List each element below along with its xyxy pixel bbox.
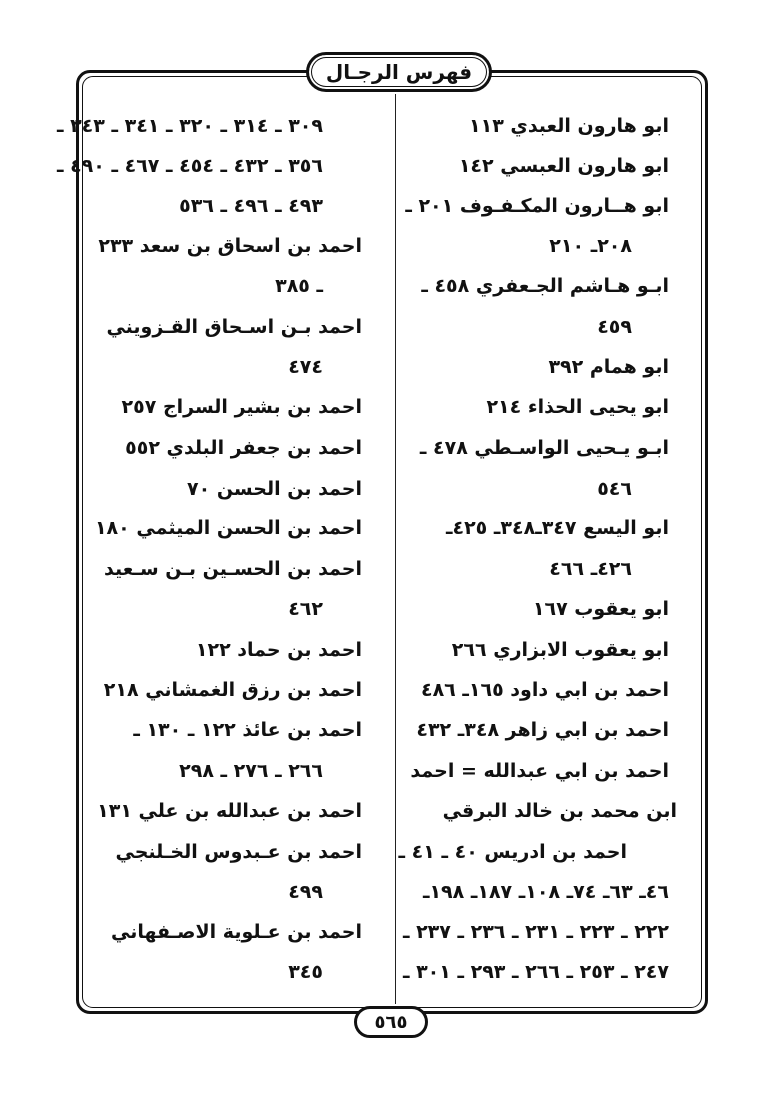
index-line: احمد بن عائذ ١٢٢ ـ ١٣٠ ـ — [133, 719, 362, 741]
index-line: ابو يعقوب الابزاري ٢٦٦ — [451, 639, 669, 661]
column-divider — [395, 94, 396, 1004]
index-line-continued: ٢٦٦ ـ ٢٧٦ ـ ٢٩٨ — [179, 760, 323, 782]
index-line-continued: ٤٩٣ ـ ٤٩٦ ـ ٥٣٦ — [179, 195, 323, 217]
index-line-continued: ٣٠٩ ـ ٣١٤ ـ ٣٢٠ ـ ٣٤١ ـ ٣٤٣ ـ — [56, 115, 323, 137]
index-line-continued: ـ ٣٨٥ — [275, 275, 323, 297]
index-line: ابو همام ٣٩٢ — [548, 356, 669, 378]
index-line: ابو هارون العبدي ١١٣ — [469, 115, 669, 137]
index-line-continued: ٤٢٦ـ ٤٦٦ — [549, 558, 632, 580]
index-line: ابـو يـحيى الواسـطي ٤٧٨ ـ — [419, 437, 669, 459]
index-line: ٤٦ـ ٦٣ـ ٧٤ـ ١٠٨ـ ١٨٧ـ ١٩٨ـ — [422, 881, 669, 903]
index-line: احمد بن ابي داود ١٦٥ـ ٤٨٦ — [420, 679, 669, 701]
index-line: احمد بن الحسن ٧٠ — [187, 478, 362, 500]
index-line: احمد بن حماد ١٢٢ — [195, 639, 362, 661]
index-line-continued: ٤٥٩ — [597, 316, 632, 338]
index-line: ابو اليسع ٣٤٧ـ٣٤٨ـ ٤٢٥ـ — [445, 517, 669, 539]
index-line: ابو يحيى الحذاء ٢١٤ — [486, 396, 669, 418]
index-line: احمد بن رزق الغمشاني ٢١٨ — [103, 679, 362, 701]
index-line: احمد بن جعفر البلدي ٥٥٢ — [125, 437, 362, 459]
index-line: احمد بن ادريس ٤٠ ـ ٤١ ـ — [398, 841, 627, 863]
index-line-continued: ٤٧٤ — [288, 356, 323, 378]
index-line: احمد بن بشير السراج ٢٥٧ — [121, 396, 362, 418]
index-line: احمد بن اسحاق بن سعد ٢٣٣ — [98, 235, 362, 257]
index-line: ابو هارون العبسي ١٤٢ — [458, 155, 669, 177]
index-line: ابو هــارون المكـفـوف ٢٠١ ـ — [405, 195, 669, 217]
index-line-continued: ٤٦٢ — [288, 598, 323, 620]
index-line: احمد بن الحسـين بـن سـعيد — [104, 558, 362, 580]
page-number: ٥٦٥ — [354, 1006, 428, 1038]
index-line-continued: ٣٥٦ ـ ٤٣٢ ـ ٤٥٤ ـ ٤٦٧ ـ ٤٩٠ ـ — [56, 155, 323, 177]
index-line: احمد بن الحسن الميثمي ١٨٠ — [94, 517, 362, 539]
index-line: احمد بن عـبدوس الخـلنجي — [115, 841, 362, 863]
index-line: ٢٢٢ ـ ٢٢٣ ـ ٢٣١ ـ ٢٣٦ ـ ٢٣٧ ـ — [402, 921, 669, 943]
index-line: ابو يعقوب ١٦٧ — [532, 598, 669, 620]
index-line: احمد بـن اسـحاق القـزويني — [106, 316, 362, 338]
index-line: احمد بن عبدالله بن علي ١٣١ — [97, 800, 362, 822]
index-line-continued: ٣٤٥ — [288, 961, 323, 983]
index-line-continued: ٤٩٩ — [288, 881, 323, 903]
index-line: ابن محمد بن خالد البرقي — [442, 800, 677, 822]
index-line-continued: ٥٤٦ — [597, 478, 632, 500]
index-line: احمد بن عـلوية الاصـفهاني — [110, 921, 362, 943]
index-line: ٢٤٧ ـ ٢٥٣ ـ ٢٦٦ ـ ٢٩٣ ـ ٣٠١ ـ — [402, 961, 669, 983]
index-line: احمد بن ابي زاهر ٣٤٨ـ ٤٣٢ — [416, 719, 669, 741]
index-line-continued: ٢٠٨ـ ٢١٠ — [549, 235, 632, 257]
page-title: فهرس الرجـال — [306, 52, 492, 92]
index-line: احمد بن ابي عبدالله = احمد — [410, 760, 669, 782]
index-line: ابـو هـاشم الجـعفري ٤٥٨ ـ — [421, 275, 669, 297]
